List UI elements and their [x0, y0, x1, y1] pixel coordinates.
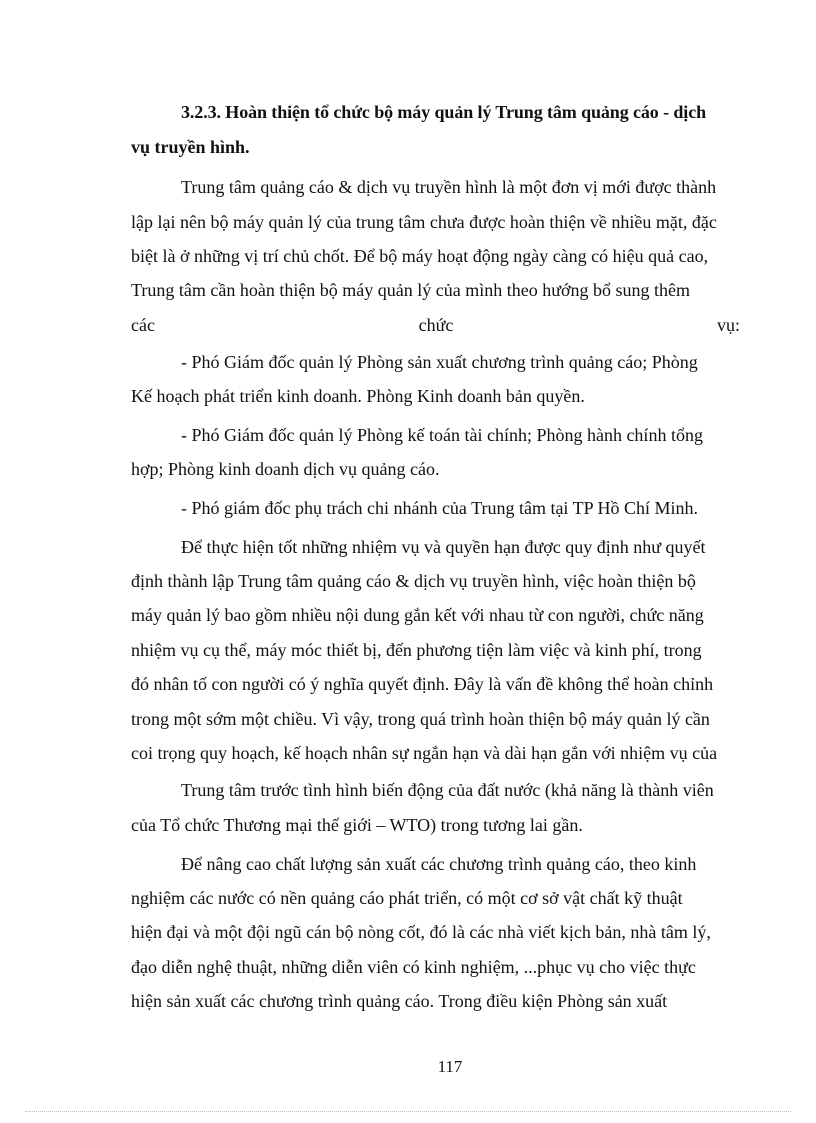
paragraph-1-line-3: biệt là ở những vị trí chủ chốt. Để bộ máy hoạt động ngày càng có hiệu quả cao,	[131, 246, 709, 266]
paragraph-3-line-4: đạo diễn nghệ thuật, những diễn viên có kinh nghiệm, ...phục vụ cho việc thực	[131, 957, 696, 977]
paragraph-2-line-1: Để thực hiện tốt những nhiệm vụ và quyền hạn được quy định như quyết	[181, 537, 706, 557]
paragraph-3-line-3: hiện đại và một đội ngũ cán bộ nòng cốt, đó là các nhà viết kịch bản, nhà tâm lý,	[131, 922, 711, 942]
paragraph-2-line-2: định thành lập Trung tâm quảng cáo & dịch vụ truyền hình, việc hoàn thiện bộ	[131, 571, 696, 591]
paragraph-3-line-5: hiện sản xuất các chương trình quảng cáo. Trong điều kiện Phòng sản xuất	[131, 991, 668, 1011]
paragraph-1-line-2: lập lại nên bộ máy quản lý của trung tâm chưa được hoàn thiện về nhiều mặt, đặc	[131, 212, 717, 232]
list-item-2-line-2: hợp; Phòng kinh doanh dịch vụ quảng cáo.	[131, 459, 440, 479]
word-vu: vụ:	[716, 315, 740, 335]
word-chuc: chức	[418, 315, 454, 335]
word-cac: các	[131, 315, 155, 335]
list-item-2-line-1: - Phó Giám đốc quản lý Phòng kế toán tài chính; Phòng hành chính tổng	[181, 425, 703, 445]
paragraph-3-line-1: Để nâng cao chất lượng sản xuất các chương trình quảng cáo, theo kinh	[181, 854, 697, 874]
paragraph-2-line-7: coi trọng quy hoạch, kế hoạch nhân sự ngắn hạn và dài hạn gắn với nhiệm vụ của	[131, 743, 718, 763]
page-number: 117	[437, 1057, 463, 1076]
paragraph-1-line-1: Trung tâm quảng cáo & dịch vụ truyền hình là một đơn vị mới được thành	[181, 177, 717, 197]
section-heading-line-2: vụ truyền hình.	[131, 137, 250, 157]
paragraph-1-line-5	[131, 313, 740, 337]
paragraph-2-line-3: máy quản lý bao gồm nhiều nội dung gắn kết với nhau từ con người, chức năng	[131, 605, 704, 625]
paragraph-3-line-2: nghiệm các nước có nền quảng cáo phát triển, có một cơ sở vật chất kỹ thuật	[131, 888, 683, 908]
list-item-3: - Phó giám đốc phụ trách chi nhánh của Trung tâm tại TP Hồ Chí Minh.	[181, 498, 698, 518]
list-item-1-line-2: Kế hoạch phát triển kinh doanh. Phòng Kinh doanh bản quyền.	[131, 386, 585, 406]
paragraph-2-line-4: nhiệm vụ cụ thể, máy móc thiết bị, đến phương tiện làm việc và kinh phí, trong	[131, 640, 702, 660]
paragraph-2-line-9: của Tổ chức Thương mại thế giới – WTO) trong tương lai gần.	[131, 815, 583, 835]
footer-divider	[25, 1111, 791, 1112]
paragraph-2-line-5: đó nhân tố con người có ý nghĩa quyết định. Đây là vấn đề không thể hoàn chỉnh	[131, 674, 714, 694]
paragraph-2-line-8: Trung tâm trước tình hình biến động của đất nước (khả năng là thành viên	[181, 780, 714, 800]
paragraph-2-line-6: trong một sớm một chiều. Vì vậy, trong quá trình hoàn thiện bộ máy quản lý cần	[131, 709, 710, 729]
list-item-1-line-1: - Phó Giám đốc quản lý Phòng sản xuất chương trình quảng cáo; Phòng	[181, 352, 698, 372]
section-heading-line-1: 3.2.3. Hoàn thiện tổ chức bộ máy quản lý Trung tâm quảng cáo - dịch	[181, 102, 707, 122]
paragraph-1-line-4: Trung tâm cần hoàn thiện bộ máy quản lý của mình theo hướng bổ sung thêm	[131, 280, 691, 300]
